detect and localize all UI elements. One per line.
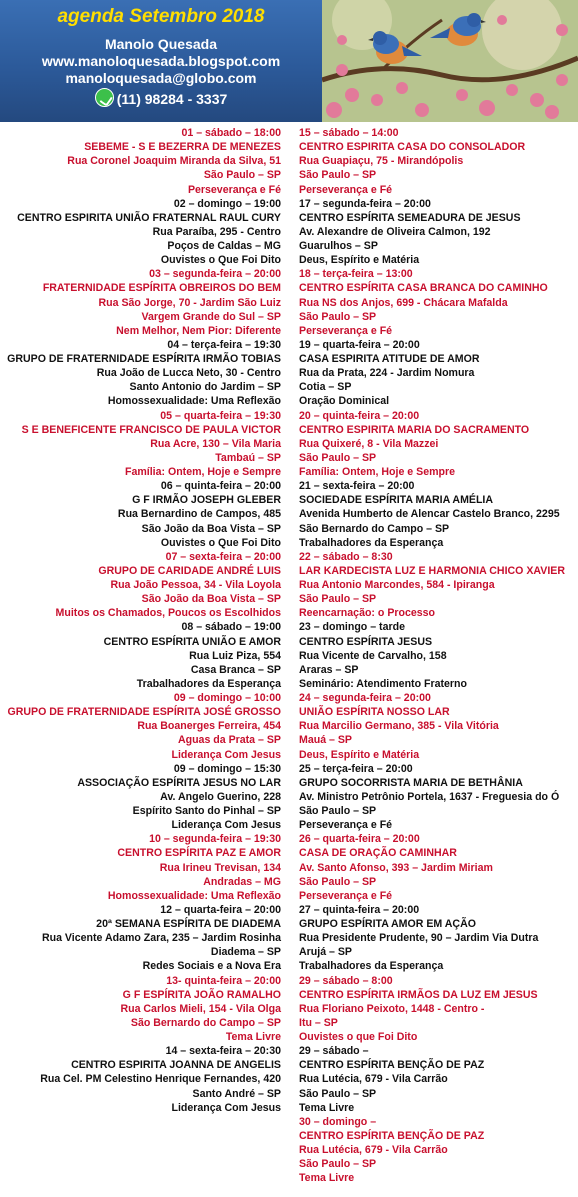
event-entry	[299, 126, 578, 197]
event-venue: CASA ESPIRITA ATITUDE DE AMOR	[299, 353, 480, 365]
event-entry	[299, 197, 578, 268]
event-city: São Bernardo do Campo – SP	[299, 522, 450, 535]
event-topic: Reencarnação: o Processo	[299, 607, 436, 620]
event-topic: Redes Sociais e a Nova Era	[142, 960, 281, 973]
event-datetime: 24 – segunda-feira – 20:00	[299, 692, 431, 704]
event-city: Aguas da Prata – SP	[177, 734, 281, 747]
event-city: São Paulo – SP	[299, 169, 377, 182]
event-entry	[0, 903, 281, 974]
event-city: Araras – SP	[299, 663, 359, 676]
event-datetime: 18 – terça-feira – 13:00	[299, 268, 413, 281]
event-topic: Ouvistes o Que Foi Dito	[160, 254, 281, 267]
event-venue: CASA DE ORAÇÃO CAMINHAR	[299, 847, 457, 860]
event-entry	[299, 550, 578, 621]
event-topic: Homossexualidade: Uma Reflexão	[107, 889, 281, 902]
event-datetime: 27 – quinta-feira – 20:00	[299, 903, 420, 916]
event-datetime: 29 – sábado –	[299, 1045, 369, 1058]
event-entry	[299, 409, 578, 480]
event-city: São Paulo – SP	[299, 875, 377, 888]
event-entry	[299, 338, 578, 409]
email-link[interactable]: manoloquesada@globo.com	[65, 70, 257, 86]
title-prefix: agenda	[57, 6, 125, 27]
event-entry	[299, 762, 578, 833]
event-topic: Deus, Espírito e Matéria	[299, 254, 420, 267]
header-banner	[0, 0, 578, 122]
event-address: Rua da Prata, 224 - Jardim Nomura	[299, 367, 475, 380]
event-city: Itu – SP	[299, 1016, 338, 1029]
event-venue: CENTRO ESPÍRITA BENÇÃO DE PAZ	[299, 1129, 485, 1142]
event-entry	[0, 197, 281, 268]
event-datetime: 09 – domingo – 15:30	[173, 762, 281, 775]
event-address: Rua Marcilio Germano, 385 - Vila Vitória	[299, 720, 499, 733]
event-city: Vargem Grande do Sul – SP	[141, 310, 281, 323]
author-name: Manolo Quesada	[104, 36, 218, 52]
event-city: São Paulo – SP	[299, 1087, 377, 1100]
event-city: Diadema – SP	[210, 946, 281, 959]
event-entry	[0, 620, 281, 691]
whatsapp-icon	[95, 88, 114, 107]
event-datetime: 10 – segunda-feira – 19:30	[149, 833, 281, 846]
event-datetime: 03 – segunda-feira – 20:00	[149, 268, 281, 281]
event-venue: S E BENEFICENTE FRANCISCO DE PAULA VICTOR	[21, 423, 281, 436]
phone-number: (11) 98284 - 3337	[116, 91, 228, 107]
event-venue: SOCIEDADE ESPÍRITA MARIA AMÉLIA	[299, 494, 494, 507]
event-entry	[0, 974, 281, 1045]
event-address: Av. Angelo Guerino, 228	[160, 790, 281, 803]
event-topic: Tema Livre	[299, 1172, 355, 1185]
event-datetime: 07 – sexta-feira – 20:00	[165, 550, 281, 563]
event-entry	[299, 267, 578, 338]
events-column-right	[299, 126, 578, 1185]
event-topic: Família: Ontem, Hoje e Sempre	[124, 466, 281, 478]
event-address: Rua São Jorge, 70 - Jardim São Luiz	[98, 296, 281, 309]
event-entry	[299, 1044, 578, 1115]
birds-illustration	[322, 0, 578, 122]
event-datetime: 02 – domingo – 19:00	[173, 197, 281, 210]
event-entry	[0, 832, 281, 903]
event-city: Santo Antonio do Jardim – SP	[129, 381, 281, 394]
event-city: Mauá – SP	[299, 734, 352, 747]
event-datetime: 22 – sábado – 8:30	[299, 550, 393, 563]
event-venue: 20ª SEMANA ESPÍRITA DE DIADEMA	[96, 918, 281, 930]
event-topic: Tema Livre	[299, 1101, 355, 1114]
event-datetime: 05 – quarta-feira – 19:30	[160, 409, 281, 422]
event-datetime: 12 – quarta-feira – 20:00	[160, 903, 281, 916]
event-venue: CENTRO ESPIRITA UNIÃO FRATERNAL RAUL CURY	[17, 211, 281, 224]
event-topic: Perseverança e Fé	[299, 183, 393, 196]
event-datetime: 21 – sexta-feira – 20:00	[299, 480, 415, 493]
event-address: Rua Presidente Prudente, 90 – Jardim Via Dutra	[299, 932, 539, 945]
event-address: Rua Vicente Adamo Zara, 235 – Jardim Rosinha	[41, 932, 281, 945]
event-address: Rua Floriano Peixoto, 1448 - Centro -	[299, 1002, 485, 1015]
event-city: Andradas – MG	[203, 875, 281, 888]
event-topic: Ouvistes o que Foi Dito	[299, 1031, 418, 1043]
event-venue: CENTRO ESPIRITA JOANNA DE ANGELIS	[71, 1059, 281, 1072]
event-entry	[0, 479, 281, 550]
event-city: São João da Boa Vista – SP	[141, 593, 281, 606]
event-venue: G F ESPÍRITA JOÃO RAMALHO	[122, 988, 281, 1001]
event-entry	[0, 550, 281, 621]
event-city: São Paulo – SP	[299, 593, 377, 606]
event-entry	[299, 479, 578, 550]
event-city: São Paulo – SP	[299, 451, 377, 464]
event-topic: Perseverança e Fé	[299, 819, 393, 832]
event-address: Rua Acre, 130 – Vila Maria	[150, 437, 281, 450]
event-entry	[299, 974, 578, 1045]
website-link[interactable]: www.manoloquesada.blogspot.com	[41, 53, 281, 69]
event-datetime: 30 – domingo –	[299, 1115, 377, 1128]
event-address: Rua Luiz Piza, 554	[189, 649, 281, 662]
event-entry	[0, 762, 281, 833]
event-address: Avenida Humberto de Alencar Castelo Branco, 2295	[299, 508, 560, 521]
event-datetime: 08 – sábado – 19:00	[181, 621, 281, 634]
event-city: São João da Boa Vista – SP	[141, 522, 281, 535]
title-year: 2018	[222, 6, 265, 27]
event-datetime: 04 – terça-feira – 19:30	[167, 338, 281, 351]
event-datetime: 29 – sábado – 8:00	[299, 974, 393, 987]
event-venue: GRUPO ESPÍRITA AMOR EM AÇÃO	[299, 918, 476, 930]
event-city: Santo André – SP	[192, 1087, 281, 1100]
event-topic: Seminário: Atendimento Fraterno	[299, 677, 467, 690]
event-venue: CENTRO ESPÍRITA CASA BRANCA DO CAMINHO	[299, 282, 548, 295]
event-datetime: 13- quinta-feira – 20:00	[166, 974, 281, 987]
event-address: Rua Quixeré, 8 - Vila Mazzei	[299, 437, 439, 450]
event-address: Rua Vicente de Carvalho, 158	[299, 649, 447, 662]
event-datetime: 23 – domingo – tarde	[299, 621, 405, 634]
event-datetime: 06 – quinta-feira – 20:00	[160, 480, 281, 493]
event-venue: SEBEME - S E BEZERRA DE MENEZES	[84, 141, 281, 154]
event-city: São Paulo – SP	[203, 169, 281, 182]
event-venue: UNIÃO ESPÍRITA NOSSO LAR	[299, 706, 450, 719]
event-datetime: 19 – quarta-feira – 20:00	[299, 338, 420, 351]
event-address: Rua Paraíba, 295 - Centro	[152, 225, 281, 238]
event-datetime: 14 – sexta-feira – 20:30	[165, 1045, 281, 1058]
event-datetime: 25 – terça-feira – 20:00	[299, 762, 413, 775]
event-city: São Paulo – SP	[299, 805, 377, 817]
event-entry	[0, 1044, 281, 1115]
event-entry	[299, 691, 578, 762]
event-address: Rua João Pessoa, 34 - Vila Loyola	[110, 579, 281, 591]
event-city: Cotia – SP	[299, 381, 352, 394]
event-topic: Ouvistes o Que Foi Dito	[160, 536, 281, 549]
event-address: Rua Lutécia, 679 - Vila Carrão	[299, 1144, 448, 1156]
event-venue: CENTRO ESPÍRITA UNIÃO E AMOR	[103, 635, 281, 648]
event-address: Rua Carlos Mieli, 154 - Vila Olga	[120, 1002, 281, 1015]
event-venue: CENTRO ESPÍRITA BENÇÃO DE PAZ	[299, 1059, 485, 1072]
event-topic: Perseverança e Fé	[299, 324, 393, 337]
event-venue: CENTRO ESPÍRITA PAZ E AMOR	[117, 847, 281, 860]
event-topic: Homossexualidade: Uma Reflexão	[107, 395, 281, 408]
event-entry	[0, 409, 281, 480]
event-venue: GRUPO DE CARIDADE ANDRÉ LUIS	[98, 564, 281, 577]
event-venue: CENTRO ESPIRITA MARIA DO SACRAMENTO	[299, 423, 530, 436]
event-topic: Nem Melhor, Nem Pior: Diferente	[116, 324, 281, 337]
event-entry	[299, 1115, 578, 1186]
event-entry	[299, 903, 578, 974]
event-entry	[0, 691, 281, 762]
event-entry	[0, 126, 281, 197]
event-venue: GRUPO DE FRATERNIDADE ESPÍRITA IRMÃO TOBIAS	[7, 353, 281, 365]
event-city: Casa Branca – SP	[190, 663, 281, 676]
event-city: Tambaú – SP	[215, 451, 281, 464]
events-column-left	[0, 126, 281, 1115]
event-city: Espírito Santo do Pinhal – SP	[132, 805, 281, 817]
event-venue: GRUPO DE FRATERNIDADE ESPÍRITA JOSÉ GROSSO	[7, 706, 281, 719]
event-venue: G F IRMÃO JOSEPH GLEBER	[132, 494, 281, 507]
event-topic: Trabalhadores da Esperança	[299, 536, 444, 549]
event-city: Poços de Caldas – MG	[167, 240, 281, 252]
event-datetime: 15 – sábado – 14:00	[299, 127, 399, 139]
event-address: Av. Alexandre de Oliveira Calmon, 192	[299, 225, 491, 238]
event-datetime: 17 – segunda-feira – 20:00	[299, 197, 431, 210]
event-topic: Trabalhadores da Esperança	[299, 960, 444, 973]
event-datetime: 26 – quarta-feira – 20:00	[299, 833, 420, 846]
event-topic: Oração Dominical	[299, 395, 390, 408]
event-address: Rua Guapiaçu, 75 - Mirandópolis	[299, 155, 464, 168]
event-venue: CENTRO ESPÍRITA IRMÃOS DA LUZ EM JESUS	[299, 988, 538, 1001]
event-topic: Liderança Com Jesus	[171, 748, 281, 761]
event-topic: Perseverança e Fé	[187, 183, 281, 196]
event-topic: Perseverança e Fé	[299, 889, 393, 902]
birds-photo	[322, 0, 578, 122]
event-venue: FRATERNIDADE ESPÍRITA OBREIROS DO BEM	[42, 282, 281, 295]
event-address: Rua Bernardino de Campos, 485	[117, 508, 281, 521]
event-datetime: 09 – domingo – 10:00	[173, 692, 281, 704]
event-address: Rua Antonio Marcondes, 584 - Ipiranga	[299, 579, 495, 591]
event-topic: Família: Ontem, Hoje e Sempre	[299, 466, 456, 478]
event-datetime: 20 – quinta-feira – 20:00	[299, 409, 420, 422]
event-topic: Tema Livre	[225, 1031, 281, 1043]
event-venue: ASSOCIAÇÃO ESPÍRITA JESUS NO LAR	[77, 776, 281, 789]
event-city: São Paulo – SP	[299, 1158, 377, 1171]
event-address: Rua Cel. PM Celestino Henrique Fernandes, 420	[40, 1073, 281, 1086]
event-datetime: 01 – sábado – 18:00	[181, 127, 281, 139]
event-topic: Muitos os Chamados, Poucos os Escolhidos	[55, 607, 281, 620]
event-topic: Trabalhadores da Esperança	[136, 677, 281, 690]
event-address: Rua João de Lucca Neto, 30 - Centro	[96, 367, 281, 380]
event-address: Rua Irineu Trevisan, 134	[159, 861, 281, 874]
event-venue: GRUPO SOCORRISTA MARIA DE BETHÂNIA	[299, 776, 523, 789]
event-venue: CENTRO ESPÍRITA JESUS	[299, 635, 433, 648]
event-venue: CENTRO ESPIRITA CASA DO CONSOLADOR	[299, 141, 526, 154]
event-topic: Deus, Espírito e Matéria	[299, 748, 420, 761]
event-venue: CENTRO ESPÍRITA SEMEADURA DE JESUS	[299, 211, 521, 224]
event-address: Rua Boanerges Ferreira, 454	[137, 720, 281, 733]
event-address: Av. Ministro Petrônio Portela, 1637 - Freguesia do Ó	[299, 790, 560, 803]
page-title	[0, 6, 322, 28]
title-month: Setembro	[129, 6, 217, 27]
event-topic: Liderança Com Jesus	[171, 819, 281, 832]
event-entry	[299, 832, 578, 903]
event-entry	[0, 338, 281, 409]
event-address: Rua Coronel Joaquim Miranda da Silva, 51	[67, 155, 281, 168]
event-city: Guarulhos – SP	[299, 240, 378, 252]
event-address: Rua NS dos Anjos, 699 - Chácara Mafalda	[299, 296, 508, 309]
event-topic: Liderança Com Jesus	[171, 1101, 281, 1114]
event-city: São Bernardo do Campo – SP	[130, 1016, 281, 1029]
phone-line	[0, 88, 322, 107]
event-address: Rua Lutécia, 679 - Vila Carrão	[299, 1073, 448, 1086]
event-entry	[0, 267, 281, 338]
event-venue: LAR KARDECISTA LUZ E HARMONIA CHICO XAVIER	[299, 564, 566, 577]
event-entry	[299, 620, 578, 691]
event-city: São Paulo – SP	[299, 310, 377, 323]
event-city: Arujá – SP	[299, 946, 352, 959]
event-address: Av. Santo Afonso, 393 – Jardim Miriam	[299, 861, 493, 874]
